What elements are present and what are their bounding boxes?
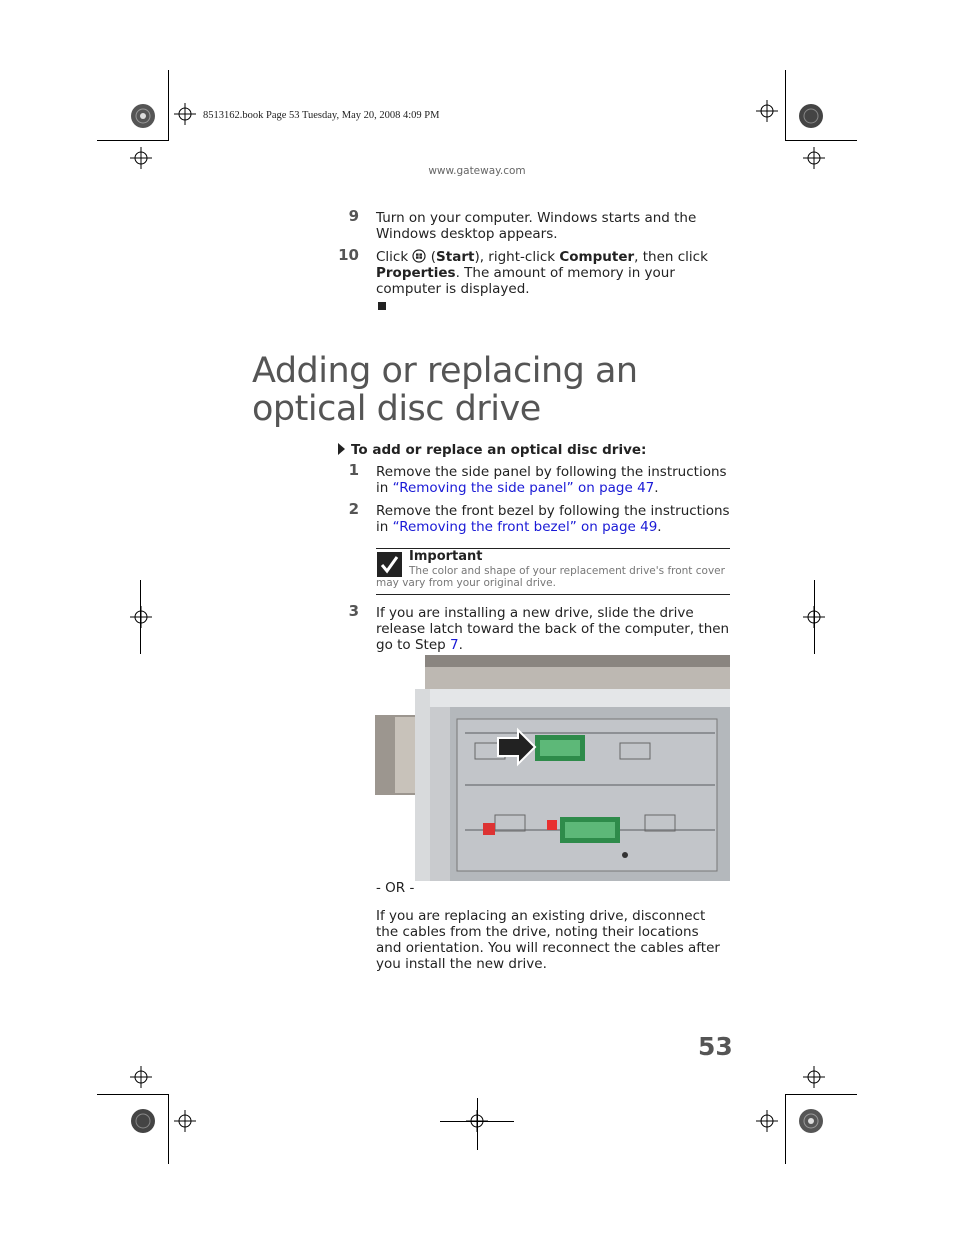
properties-label: Properties xyxy=(376,265,456,281)
step-text-part: . The amount of memory in your computer is displayed. xyxy=(376,265,675,297)
registration-mark-icon xyxy=(130,1066,152,1088)
step-number: 1 xyxy=(348,461,359,479)
step-number: 9 xyxy=(348,207,359,225)
registration-mark-icon xyxy=(756,100,778,122)
procedure-heading xyxy=(338,442,646,458)
registration-mark-icon xyxy=(803,1066,825,1088)
registration-disc-icon xyxy=(130,103,156,129)
end-of-procedure-mark xyxy=(378,302,386,310)
page-number: 53 xyxy=(698,1032,733,1061)
step-text-part: . xyxy=(657,519,662,535)
step-text xyxy=(376,249,736,297)
start-label: Start xyxy=(436,249,475,265)
step-number: 3 xyxy=(348,602,359,620)
registration-mark-icon xyxy=(174,1110,196,1132)
print-slug: 8513162.book Page 53 Tuesday, May 20, 2008 4:09 PM xyxy=(203,110,440,121)
step-text-part: ( xyxy=(430,249,437,265)
replace-instructions: If you are replacing an existing drive, disconnect the cables from the drive, noting their locations and orientation. You will reconnect the cables after you install the new drive. xyxy=(376,908,720,972)
registration-disc-icon xyxy=(798,103,824,129)
step-text-part: . xyxy=(458,637,463,653)
important-body: The color and shape of your replacement drive's front cover may vary from your original drive. xyxy=(376,565,725,589)
step-text-part: If you are installing a new drive, slide the drive release latch toward the back of the computer, then go to Step xyxy=(376,605,730,653)
important-note xyxy=(376,548,730,595)
step-text xyxy=(376,464,731,496)
procedure-heading-text: To add or replace an optical disc drive: xyxy=(351,442,647,458)
or-separator: - OR - xyxy=(376,880,415,896)
step-text: Turn on your computer. Windows starts and the Windows desktop appears. xyxy=(376,210,697,242)
registration-mark-icon xyxy=(174,103,196,125)
step-text-part: ), right-click xyxy=(474,249,556,265)
step-number: 2 xyxy=(348,500,359,518)
arrow-icon xyxy=(338,443,345,455)
site-url: www.gateway.com xyxy=(428,165,526,177)
drive-bay-photo xyxy=(375,655,730,881)
step-text xyxy=(376,605,736,653)
registration-mark-icon xyxy=(130,606,152,628)
windows-start-icon xyxy=(412,249,426,263)
step-text-part: Remove the side panel by following the instructions in xyxy=(376,464,727,496)
step-text-part: , then click xyxy=(634,249,708,265)
step-text xyxy=(376,503,731,535)
section-title: Adding or replacing an optical disc drive xyxy=(252,351,638,429)
registration-disc-icon xyxy=(130,1108,156,1134)
important-heading: Important xyxy=(409,549,483,564)
step-text-part: Remove the front bezel by following the instructions in xyxy=(376,503,730,535)
step-text-part: . xyxy=(654,480,659,496)
registration-mark-icon xyxy=(756,1110,778,1132)
step-link[interactable]: 7 xyxy=(450,637,459,653)
cross-reference-link[interactable]: “Removing the side panel” on page 47 xyxy=(392,480,655,496)
step-text-part: Click xyxy=(376,249,409,265)
cross-reference-link[interactable]: “Removing the front bezel” on page 49 xyxy=(392,519,658,535)
registration-disc-icon xyxy=(798,1108,824,1134)
step-number: 10 xyxy=(338,246,359,264)
computer-label: Computer xyxy=(559,249,635,265)
